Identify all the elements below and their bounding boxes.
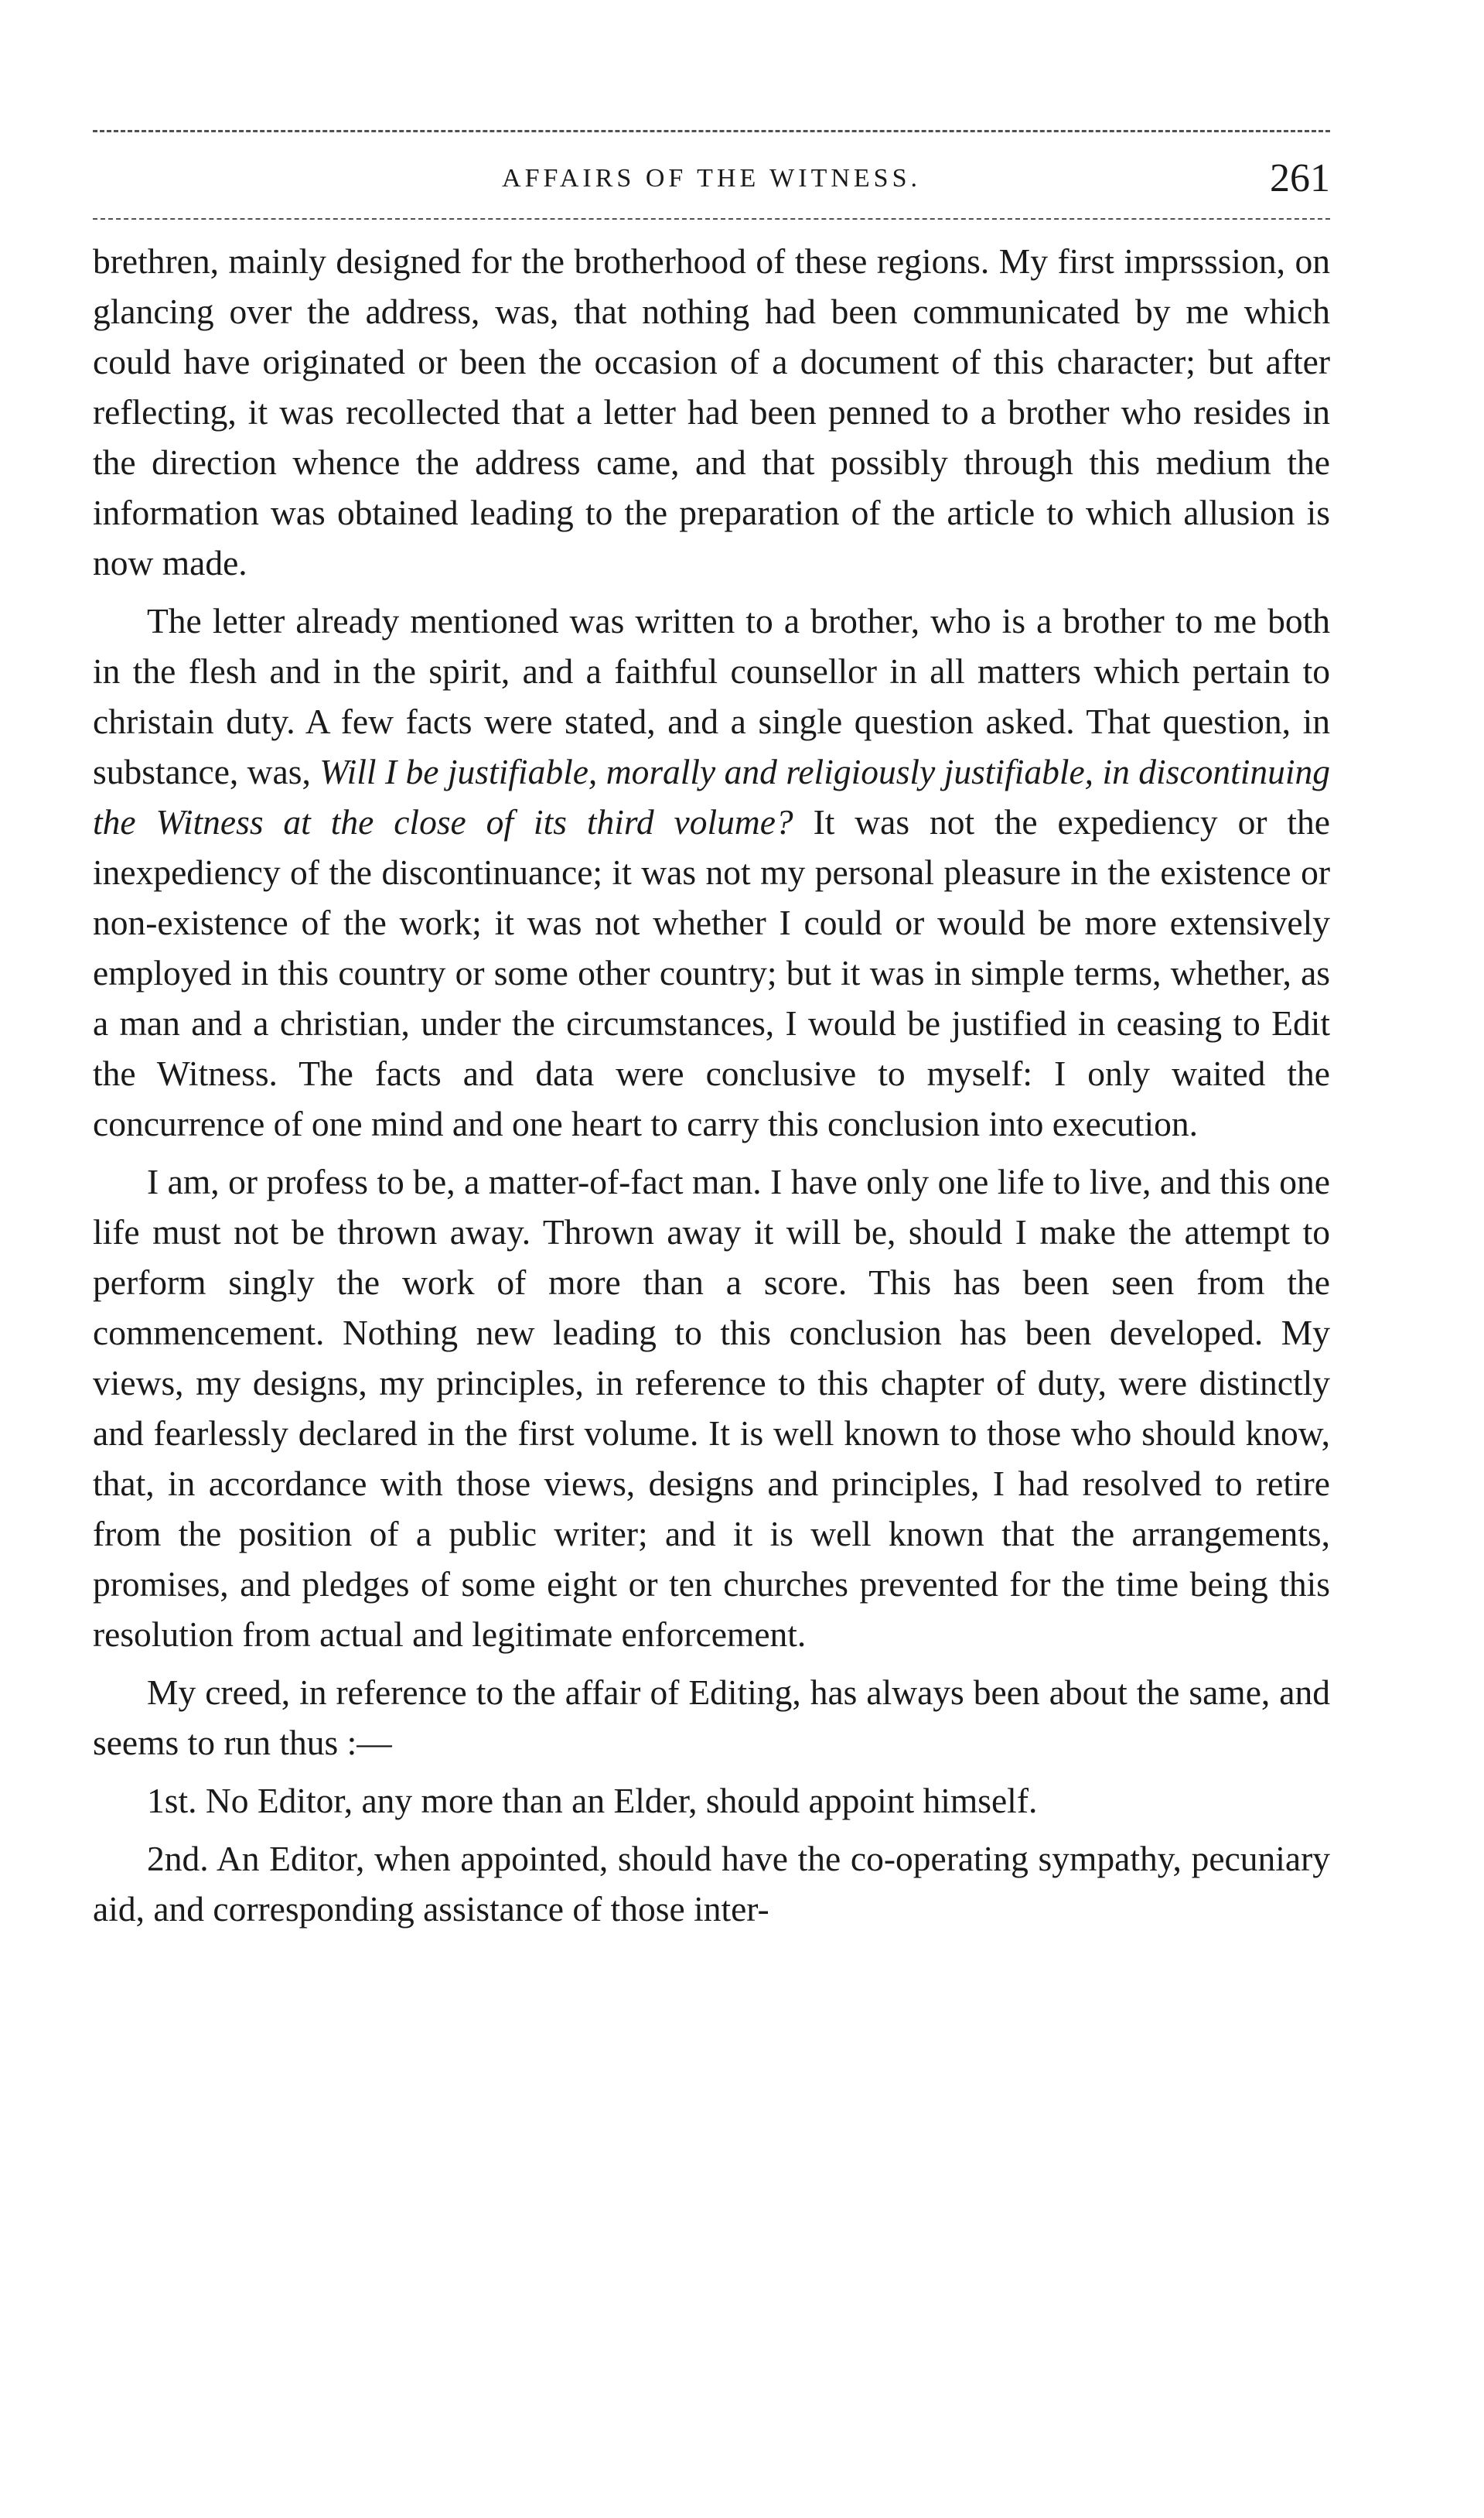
header-top-rule xyxy=(93,130,1330,132)
paragraph-4: My creed, in reference to the affair of Editing, has always been about the same, and seems to run thus :— xyxy=(93,1672,1330,1762)
page-number: 261 xyxy=(1270,156,1330,200)
paragraph-2-start: The letter already mentioned was written to a brother, who is a brother to me both in the flesh and in the spirit, and a faithful counsellor in all matters which pertain to christain duty. A few facts were stated, and a single question asked. That question, in substance, was, xyxy=(93,601,1330,791)
header-bottom-rule xyxy=(93,218,1330,220)
paragraph-2 xyxy=(93,596,1330,1149)
paragraph-1: brethren, mainly designed for the brotherhood of these regions. My first imprsssion, on glancing over the address, was, that nothing had been communicated by me which could have originated or been the occasion of a document of this character; but after reflecting, it was recollected that a letter had been penned to a brother who resides in the direction whence the address came, and that possibly through this medium the information was obtained leading to the preparation of the article to which allusion is now made. xyxy=(93,241,1330,583)
paragraph-2-question: Will I be justifiable, morally and religiously justifiable, in discontinuing the Witness at the close of its third volume? xyxy=(93,752,1331,842)
creed-item-2: 2nd. An Editor, when appointed, should have the co-operating sympathy, pecuniary aid, and corresponding assistance of those inter- xyxy=(93,1839,1330,1929)
running-title: AFFAIRS OF THE WITNESS. xyxy=(502,164,921,193)
paragraph-3: I am, or profess to be, a matter-of-fact man. I have only one life to live, and this one life must not be thrown away. Thrown away it will be, should I make the attempt to perform singly the work of more than a score. This has been seen from the commencement. Nothing new leading to this conclusion has been developed. My views, my designs, my principles, in reference to this chapter of duty, were distinctly and fearlessly declared in the first volume. It is well known to those who should know, that, in accordance with those views, designs and principles, I had resolved to retire from the position of a public writer; and it is well known that the arrangements, promises, and pledges of some eight or ten churches prevented for the time being this resolution from actual and legitimate enforcement. xyxy=(93,1162,1330,1654)
running-header xyxy=(93,152,1330,206)
creed-item-1: 1st. No Editor, any more than an Elder, should appoint himself. xyxy=(147,1781,1038,1820)
paragraph-2-end: It was not the expediency or the inexpediency of the discontinuance; it was not my personal pleasure in the existence or non-existence of the work; it was not whether I could or would be more extensively employed in this country or some other country; but it was in simple terms, whether, as a man and a christian, under the circumstances, I would be justified in ceasing to Edit the Witness. The facts and data were conclusive to myself: I only waited the concurrence of one mind and one heart to carry this conclusion into execution. xyxy=(93,802,1330,1143)
body-text xyxy=(93,236,1330,1942)
